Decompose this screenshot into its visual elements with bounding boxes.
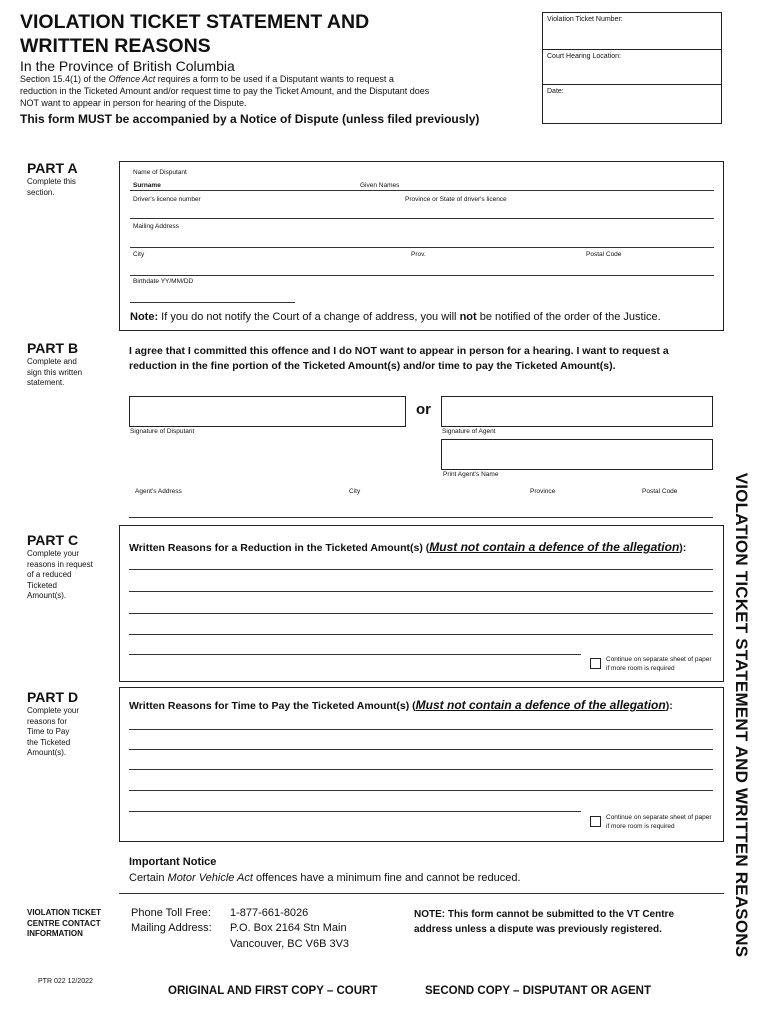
province-state-label: Province or State of driver's licence <box>405 196 507 203</box>
part-c-title: Written Reasons for a Reduction in the Ticketed Amount(s) (Must not contain a defence of the allegation): <box>129 540 687 554</box>
signature-of-agent-label: Signature of Agent <box>442 428 496 435</box>
form-title-line1: VIOLATION TICKET STATEMENT AND <box>20 11 370 33</box>
part-d-description: Complete your reasons for Time to Pay the Ticketed Amount(s). <box>27 706 80 757</box>
agent-city-label: City <box>349 488 361 495</box>
phone-number: 1-877-661-8026 <box>230 907 309 919</box>
part-c-line[interactable] <box>129 569 713 570</box>
agent-postal-code-label: Postal Code <box>642 488 678 495</box>
part-c-continue-label: Continue on separate sheet of paper if more room is required <box>606 656 712 672</box>
part-d-continue-checkbox[interactable] <box>590 816 601 827</box>
signature-of-disputant-label: Signature of Disputant <box>130 428 195 435</box>
city-input-line[interactable] <box>130 275 714 276</box>
must-accompany-notice: This form MUST be accompanied by a Notice of Dispute (unless filed previously) <box>20 112 480 126</box>
violation-ticket-number-field[interactable]: Violation Ticket Number: <box>542 12 722 50</box>
or-separator: or <box>416 401 431 418</box>
part-b-statement: I agree that I committed this offence and I do NOT want to appear in person for a hearing. I want to request a reduction in the fine portion of the Ticketed Amount(s) and/or time to pay the Ticketed Amount(s). <box>129 345 669 372</box>
part-a-heading: PART A <box>27 160 78 176</box>
phone-label: Phone Toll Free: <box>131 907 211 919</box>
drivers-licence-input-line[interactable] <box>130 218 714 219</box>
form-subtitle: In the Province of British Columbia <box>20 58 235 74</box>
part-c-heading: PART C <box>27 532 79 548</box>
part-d-heading: PART D <box>27 689 79 705</box>
form-id: PTR 022 12/2022 <box>38 978 93 985</box>
mailing-address-input-line[interactable] <box>130 247 714 248</box>
mailing-address-line1: P.O. Box 2164 Stn Main <box>230 922 347 934</box>
surname-input-line[interactable] <box>130 190 714 191</box>
form-title-line2: WRITTEN REASONS <box>20 35 211 57</box>
important-notice-text: Certain Motor Vehicle Act offences have a minimum fine and cannot be reduced. <box>129 872 521 884</box>
agent-address-input-line[interactable] <box>129 517 713 518</box>
postal-code-label: Postal Code <box>586 251 622 258</box>
notice-divider <box>119 893 724 894</box>
submission-note: NOTE: This form cannot be submitted to the VT Centre address unless a dispute was previously registered. <box>414 909 675 935</box>
date-field[interactable]: Date: <box>542 84 722 124</box>
part-c-line[interactable] <box>129 634 713 635</box>
prov-label: Prov. <box>411 251 426 258</box>
part-c-line[interactable] <box>129 654 581 655</box>
part-c-description: Complete your reasons in request of a reduced Ticketed Amount(s). <box>27 549 93 600</box>
part-d-title: Written Reasons for Time to Pay the Ticketed Amount(s) (Must not contain a defence of the allegation): <box>129 698 673 712</box>
given-names-label: Given Names <box>360 182 400 189</box>
change-of-address-note: Note: If you do not notify the Court of a change of address, you will not be notified of the order of the Justice. <box>130 311 661 323</box>
agent-address-label: Agent's Address <box>135 488 182 495</box>
important-notice-heading: Important Notice <box>129 856 217 868</box>
birthdate-input-line[interactable] <box>130 302 295 303</box>
mailing-address-label-contact: Mailing Address: <box>131 922 212 934</box>
mailing-address-label: Mailing Address <box>133 223 179 230</box>
disputant-signature-box[interactable] <box>129 396 406 427</box>
copy-court-label: ORIGINAL AND FIRST COPY – COURT <box>168 985 378 997</box>
print-agent-name-box[interactable] <box>441 439 713 470</box>
print-agent-name-label: Print Agent's Name <box>443 471 499 478</box>
part-b-description: Complete and sign this written statement. <box>27 357 83 387</box>
part-c-line[interactable] <box>129 591 713 592</box>
part-d-line[interactable] <box>129 729 713 730</box>
part-b-heading: PART B <box>27 340 79 356</box>
form-title <box>20 10 520 58</box>
part-a-box <box>119 161 724 331</box>
mailing-address-line2: Vancouver, BC V6B 3V3 <box>230 938 350 950</box>
agent-signature-box[interactable] <box>441 396 713 427</box>
side-title: VIOLATION TICKET STATEMENT AND WRITTEN REASONS <box>732 472 751 958</box>
part-c-line[interactable] <box>129 613 713 614</box>
agent-province-label: Province <box>530 488 556 495</box>
copy-disputant-label: SECOND COPY – DISPUTANT OR AGENT <box>425 985 651 997</box>
part-a-description: Complete this section. <box>27 177 76 197</box>
birthdate-label: Birthdate YY/MM/DD <box>133 278 194 285</box>
part-d-line[interactable] <box>129 749 713 750</box>
part-d-line[interactable] <box>129 811 581 812</box>
part-d-continue-label: Continue on separate sheet of paper if more room is required <box>606 814 712 830</box>
intro-text: Section 15.4(1) of the Offence Act requires a form to be used if a Disputant wants to request a reduction in the Ticketed Amount and/or request time to pay the Ticket Amount, and the Disputant does NOT want to appear in person for hearing of the Dispute. <box>20 74 430 108</box>
contact-info-label: VIOLATION TICKET CENTRE CONTACT INFORMATION <box>27 908 102 938</box>
part-d-line[interactable] <box>129 790 713 791</box>
surname-label: Surname <box>133 182 161 189</box>
part-d-line[interactable] <box>129 769 713 770</box>
city-label: City <box>133 251 145 258</box>
court-hearing-location-field[interactable]: Court Hearing Location: <box>542 49 722 85</box>
drivers-licence-label: Driver's licence number <box>133 196 201 203</box>
name-of-disputant-label: Name of Disputant <box>133 169 187 176</box>
part-c-continue-checkbox[interactable] <box>590 658 601 669</box>
